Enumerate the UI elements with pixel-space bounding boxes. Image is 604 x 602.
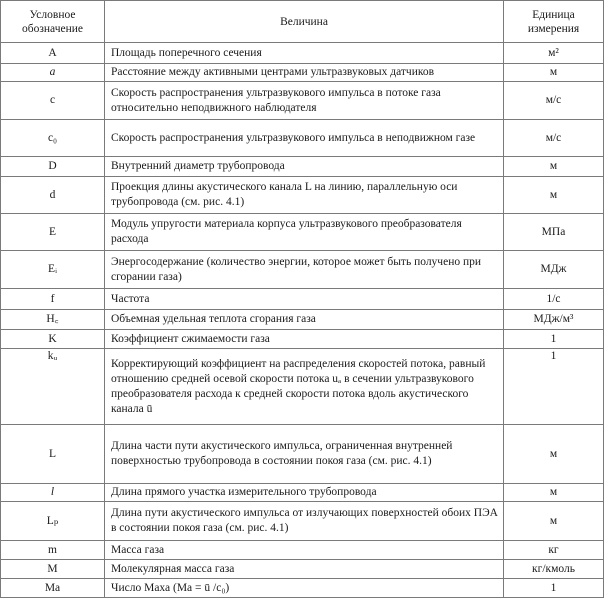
symbol-cell: D [1,157,105,177]
symbol-cell: m [1,541,105,560]
table-row [1,310,604,330]
header-unit: Единица измерения [504,1,604,43]
symbol-cell: K [1,330,105,349]
unit-cell: м² [504,43,604,64]
unit-cell: м [504,157,604,177]
unit-cell: 1 [504,349,604,425]
description-cell: Проекция длины акустического канала L на линию, параллельную оси трубопровода (см. рис. 4.1) [105,177,504,214]
description-cell: Масса газа [105,541,504,560]
symbol-cell: l [1,484,105,502]
symbol-cell: d [1,177,105,214]
description-cell: Молекулярная масса газа [105,560,504,579]
symbol-cell: a [1,64,105,82]
symbol-cell: c [1,82,105,120]
table-row [1,82,604,120]
unit-cell: МДж/м³ [504,310,604,330]
description-cell: Скорость распространения ультразвукового импульса в неподвижном газе [105,120,504,157]
symbol-cell: L [1,425,105,484]
table-row [1,560,604,579]
unit-cell: МПа [504,214,604,251]
header-quantity: Величина [105,1,504,43]
unit-cell: м [504,502,604,541]
unit-cell: м [504,425,604,484]
table-row [1,43,604,64]
description-cell: Корректирующий коэффициент на распределения скоростей потока, равный отношению средней осевой скорости потока uₐ в сечении ультразвукового преобразователя расхода к средней скорости потока вдоль акустического канала ū [105,349,504,425]
table-row [1,177,604,214]
description-cell: Число Маха (Ma = ū /c₀) [105,579,504,598]
unit-cell: 1 [504,579,604,598]
unit-cell: м [504,484,604,502]
symbol-cell: f [1,289,105,310]
description-cell: Энергосодержание (количество энергии, которое может быть получено при сгорании газа) [105,251,504,289]
symbol-cell: H꜀ [1,310,105,330]
unit-cell: МДж [504,251,604,289]
description-cell: Скорость распространения ультразвукового импульса в потоке газа относительно неподвижного наблюдателя [105,82,504,120]
symbol-cell: Lₚ [1,502,105,541]
unit-cell: 1 [504,330,604,349]
table-row [1,251,604,289]
table-row [1,120,604,157]
table-row [1,157,604,177]
table-row [1,579,604,598]
unit-cell: м/с [504,82,604,120]
description-cell: Коэффициент сжимаемости газа [105,330,504,349]
header-symbol: Условное обозначение [1,1,105,43]
symbol-cell: A [1,43,105,64]
table-row [1,214,604,251]
unit-cell: м/с [504,120,604,157]
description-cell: Внутренний диаметр трубопровода [105,157,504,177]
description-cell: Длина прямого участка измерительного трубопровода [105,484,504,502]
unit-cell: 1/с [504,289,604,310]
unit-cell: м [504,64,604,82]
unit-cell: кг/кмоль [504,560,604,579]
symbol-cell: kᵤ [1,349,105,425]
table-row [1,330,604,349]
description-cell: Длина части пути акустического импульса, ограниченная внутренней поверхностью трубопровода в состоянии покоя газа (см. рис. 4.1) [105,425,504,484]
description-cell: Длина пути акустического импульса от излучающих поверхностей обоих ПЭА в состоянии покоя газа (см. рис. 4.1) [105,502,504,541]
table-row [1,484,604,502]
table-row [1,541,604,560]
symbol-cell: M [1,560,105,579]
symbol-cell: E [1,214,105,251]
description-cell: Объемная удельная теплота сгорания газа [105,310,504,330]
unit-cell: м [504,177,604,214]
table-row [1,425,604,484]
table-row [1,64,604,82]
table-row [1,502,604,541]
unit-cell: кг [504,541,604,560]
table-header-row [1,1,604,43]
table-row [1,289,604,310]
symbol-cell: Eᵢ [1,251,105,289]
table-row [1,349,604,425]
description-cell: Модуль упругости материала корпуса ультразвукового преобразователя расхода [105,214,504,251]
description-cell: Площадь поперечного сечения [105,43,504,64]
symbol-cell: c₀ [1,120,105,157]
description-cell: Расстояние между активными центрами ультразвуковых датчиков [105,64,504,82]
symbol-cell: Ma [1,579,105,598]
description-cell: Частота [105,289,504,310]
